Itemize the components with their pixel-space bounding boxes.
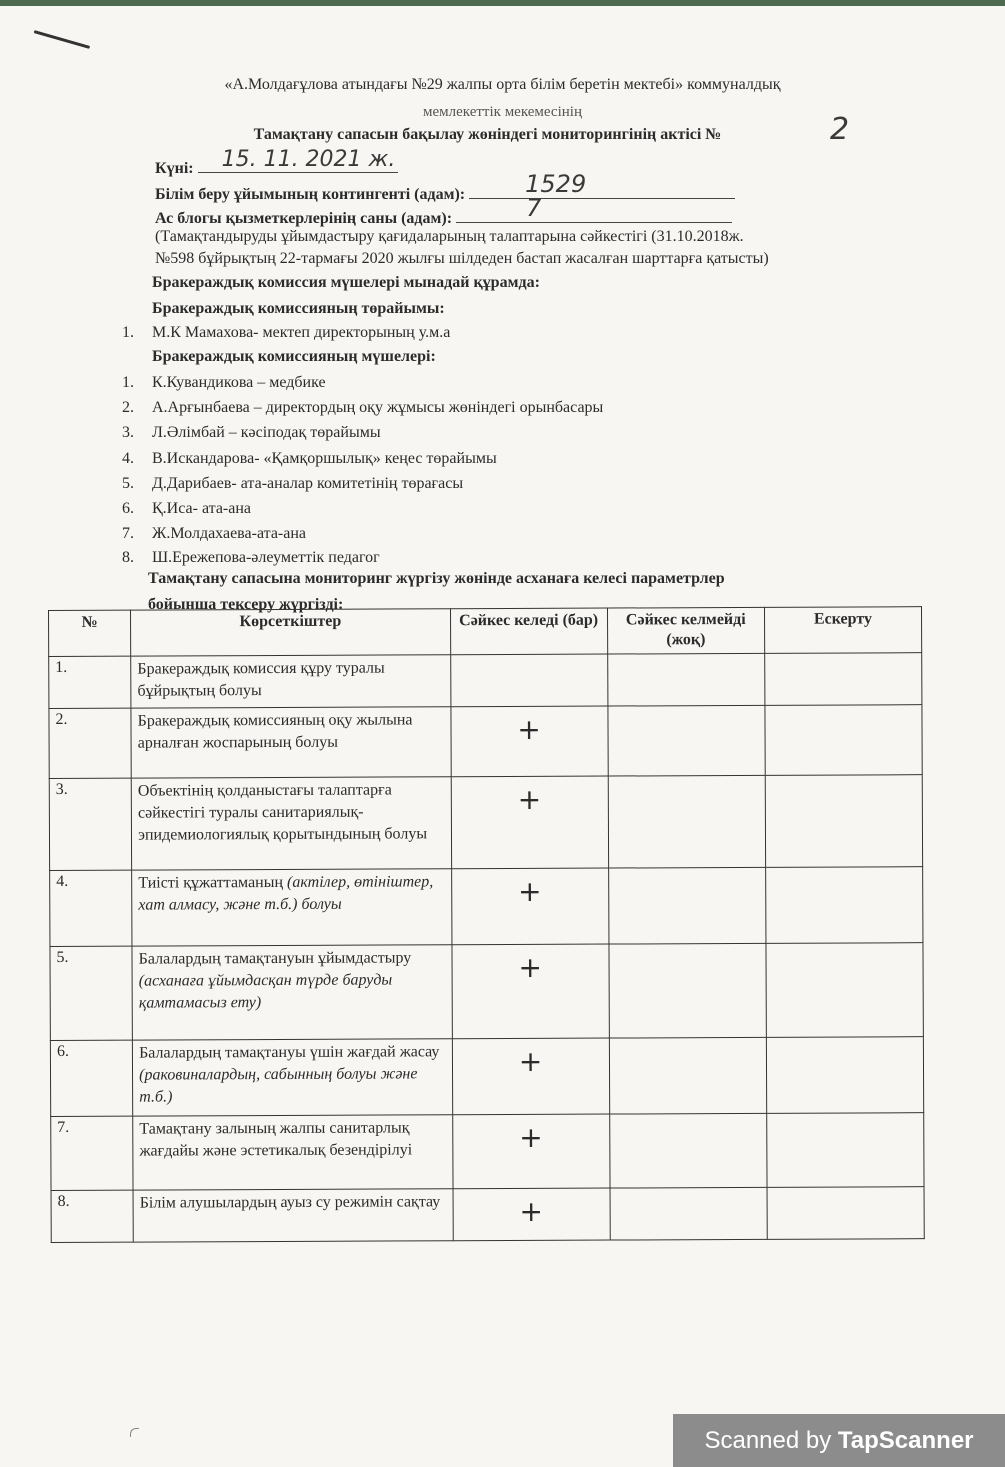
member-num: 8. — [122, 549, 134, 566]
member-text: В.Искандарова- «Қамқоршылық» кеңес төрайымы — [152, 450, 497, 467]
check-heading-2: бойынша тексеру жүргізді: — [148, 596, 344, 613]
check-heading-1: Тамақтану сапасына мониторинг жүргізу жөнінде асханаға келесі параметрлер — [148, 570, 725, 587]
table-header-row — [49, 607, 922, 657]
member-text: Л.Әлімбай – кәсіподақ төрайымы — [152, 424, 381, 441]
contingent-blank — [469, 170, 735, 199]
row-yes-cell — [451, 776, 609, 869]
row-no-cell — [607, 653, 764, 706]
row-num: 3. — [49, 778, 132, 870]
member-text: Қ.Иса- ата-ана — [152, 500, 252, 517]
contingent-label: Білім беру ұйымының контингенті (адам): — [155, 186, 466, 203]
row-indicator — [133, 1115, 453, 1190]
header-no: № — [49, 610, 131, 656]
row-remark-cell — [767, 1113, 925, 1188]
row-no-cell — [608, 867, 765, 944]
table-row — [50, 943, 923, 1041]
plus-mark: + — [518, 874, 542, 908]
chair-text: М.К Мамахова- мектеп директорының у.м.а — [152, 324, 451, 341]
row-indicator — [131, 655, 451, 708]
header-no-match: Сәйкес келмейді (жоқ) — [607, 607, 764, 654]
row-remark-cell — [765, 653, 922, 706]
header-line-2: мемлекеттік мекемесінің — [423, 104, 582, 120]
member-text: Ш.Ережепова-әлеуметтік педагог — [152, 549, 380, 566]
row-indicator-text: Бракераждық комиссия құру туралы бұйрықтың болуы — [137, 659, 385, 700]
watermark-brand: TapScanner — [837, 1427, 974, 1454]
row-indicator-italic: (актілер, өтініштер, хат алмасу, және т.б.) болуы — [138, 873, 434, 914]
row-indicator-italic: (раковиналардың, сабынның болуы және т.б.) — [139, 1065, 418, 1106]
date-label: Күні: — [155, 160, 194, 177]
row-yes-cell — [451, 944, 609, 1039]
table-row — [49, 705, 922, 779]
document-title — [0, 126, 1005, 144]
watermark-prefix: Scanned by — [704, 1427, 838, 1454]
row-num: 5. — [50, 946, 133, 1040]
table-row — [51, 1113, 924, 1191]
note-line-1: (Тамақтандыруды ұйымдастыру қағидаларының талаптарына сәйкестігі (31.10.2018ж. — [155, 228, 744, 245]
member-num: 1. — [122, 374, 134, 391]
staff-label: Ас блогы қызметкерлерінің саны (адам): — [155, 210, 453, 227]
date-row — [155, 147, 398, 178]
table-row — [49, 653, 922, 709]
row-indicator — [132, 869, 452, 946]
row-indicator-text: Балалардың тамақтануы үшін жағдай жасау — [139, 1043, 440, 1062]
date-value: 15. 11. 2021 ж. — [221, 147, 396, 172]
row-indicator — [131, 777, 451, 870]
staff-value: 7 — [526, 194, 542, 222]
row-yes-cell — [452, 1114, 609, 1189]
row-yes-cell — [451, 868, 608, 945]
header-indicators: Көрсеткіштер — [131, 609, 451, 656]
row-indicator-text: Балалардың тамақтануын ұйымдастыру — [138, 949, 412, 968]
row-yes-cell — [453, 1188, 610, 1241]
act-number: 2 — [830, 112, 850, 147]
row-indicator-italic: (асханаға ұйымдасқан түрде баруды қамтамасыз ету) — [138, 971, 393, 1012]
header-remark: Ескерту — [764, 607, 921, 654]
row-remark-cell — [765, 867, 923, 944]
row-no-cell — [609, 1113, 766, 1188]
chair-heading: Бракераждық комиссияның төрайымы: — [152, 300, 445, 317]
row-indicator-text: Білім алушылардың ауыз су режимін сақтау — [139, 1193, 441, 1212]
row-no-cell — [608, 705, 765, 776]
staff-blank — [456, 194, 732, 223]
member-text: Ж.Молдахаева-ата-ана — [152, 525, 307, 542]
row-yes-cell — [452, 1038, 609, 1115]
contingent-value: 1529 — [525, 170, 587, 198]
row-remark-cell — [765, 705, 922, 776]
row-num: 4. — [50, 870, 132, 946]
header-line-1: «А.Молдағұлова атындағы №29 жалпы орта білім беретін мектебі» коммуналдық — [224, 76, 781, 93]
row-indicator-text: Тиісті құжаттаманың — [138, 873, 288, 892]
row-no-cell — [608, 775, 766, 868]
plus-mark: + — [519, 1194, 544, 1228]
member-num: 6. — [122, 500, 134, 517]
row-indicator-text: Объектінің қолданыстағы талаптарға сәйкестігі туралы санитариялық-эпидемиологиялық қорытындының болуы — [137, 781, 428, 844]
member-num: 5. — [122, 475, 134, 492]
table-row — [50, 1037, 923, 1117]
plus-mark: + — [518, 1044, 543, 1078]
row-no-cell — [609, 943, 767, 1038]
member-text: А.Арғынбаева – директордың оқу жұмысы жөніндегі орынбасары — [152, 399, 604, 416]
row-num: 7. — [51, 1116, 133, 1190]
row-remark-cell — [767, 1187, 924, 1240]
row-indicator — [133, 1189, 453, 1242]
contingent-row — [155, 170, 735, 204]
plus-mark: + — [519, 1120, 543, 1154]
row-remark-cell — [766, 1037, 924, 1114]
member-num: 4. — [122, 450, 134, 467]
row-num: 2. — [49, 708, 131, 778]
table-row — [49, 775, 922, 871]
date-blank — [198, 147, 398, 173]
stray-mark — [130, 1428, 139, 1437]
table-row — [51, 1187, 924, 1243]
member-num: 3. — [122, 424, 134, 441]
note-line-2: №598 бұйрықтың 22-тармағы 2020 жылғы шілдеден бастап жасалған шарттарға қатысты) — [155, 250, 769, 267]
row-num: 1. — [49, 656, 131, 708]
row-yes-cell — [450, 654, 607, 707]
plus-mark: + — [517, 712, 541, 746]
row-num: 6. — [50, 1040, 132, 1116]
row-no-cell — [609, 1037, 766, 1114]
plus-mark: + — [517, 782, 542, 816]
row-indicator-text: Бракераждық комиссияның оқу жылына арналған жоспарының болуы — [137, 711, 413, 752]
member-text: К.Кувандикова – медбике — [152, 374, 326, 391]
header-yes: Сәйкес келеді (бар) — [450, 608, 607, 655]
member-num: 7. — [122, 525, 134, 542]
row-indicator — [132, 945, 452, 1040]
row-indicator — [133, 1039, 453, 1116]
row-indicator — [131, 707, 451, 778]
member-text: Д.Дарибаев- ата-аналар комитетінің төрағасы — [152, 475, 464, 492]
row-indicator-text: Тамақтану залының жалпы санитарлық жағдайы және эстетикалық безендірілуі — [139, 1119, 413, 1160]
row-no-cell — [610, 1187, 767, 1240]
row-num: 8. — [51, 1190, 133, 1242]
scanner-watermark — [673, 1414, 1005, 1467]
table-row — [50, 867, 923, 947]
row-remark-cell — [765, 775, 923, 868]
chair-num: 1. — [122, 324, 134, 341]
row-yes-cell — [450, 706, 607, 777]
document-title-text: Тамақтану сапасын бақылау жөніндегі мониторингінің актісі № — [253, 126, 722, 143]
composition-heading: Бракераждық комиссия мүшелері мынадай құрамда: — [152, 274, 540, 291]
member-num: 2. — [122, 399, 134, 416]
row-remark-cell — [766, 943, 924, 1038]
members-heading: Бракераждық комиссияның мүшелері: — [152, 348, 436, 365]
plus-mark: + — [518, 950, 542, 984]
monitoring-table — [48, 606, 925, 1243]
